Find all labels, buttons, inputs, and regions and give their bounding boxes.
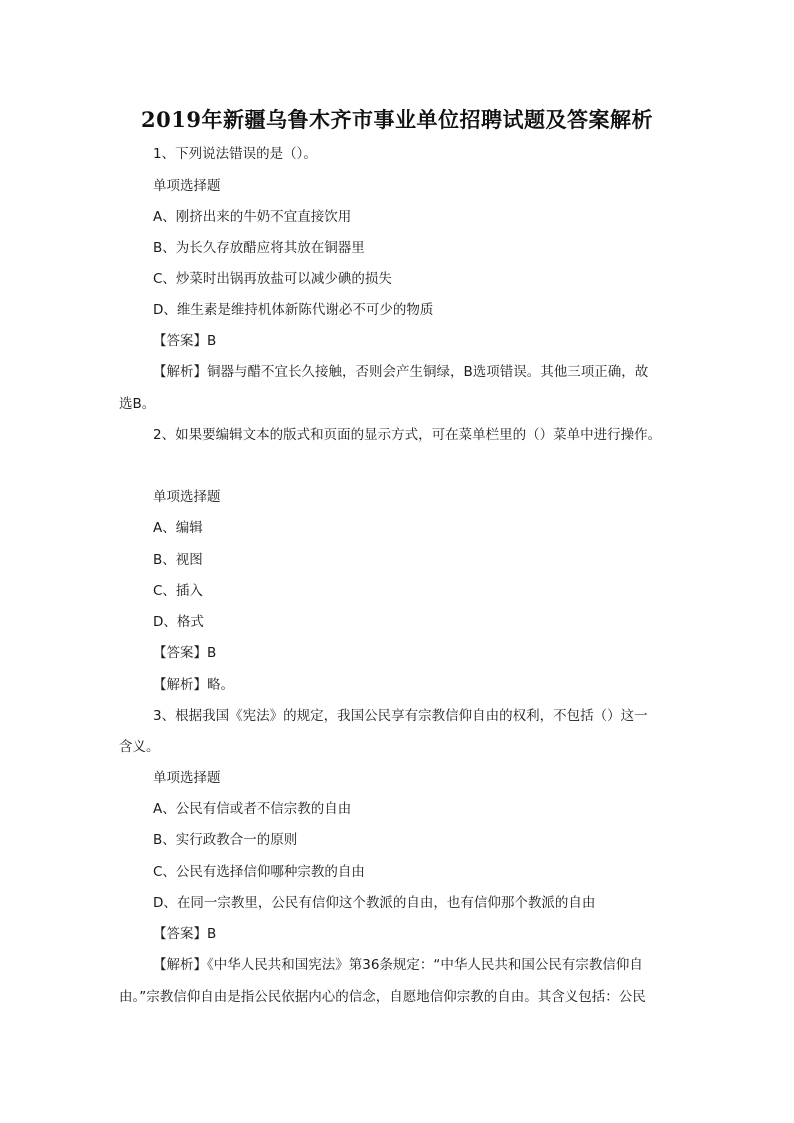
question-3-option-a: A、公民有信或者不信宗教的自由 xyxy=(153,801,352,817)
question-1-option-b: B、为长久存放醋应将其放在铜器里 xyxy=(153,240,365,256)
question-2-option-d: D、格式 xyxy=(153,614,204,630)
question-3-option-d: D、在同一宗教里，公民有信仰这个教派的自由，也有信仰那个教派的自由 xyxy=(153,895,596,911)
question-1-answer: 【答案】B xyxy=(153,333,217,349)
question-2-type: 单项选择题 xyxy=(153,489,221,505)
question-1-type: 单项选择题 xyxy=(153,178,221,194)
question-1-analysis-line-2: 选B。 xyxy=(119,396,156,412)
question-3-analysis-line-1: 【解析】《中华人民共和国宪法》第36条规定：“中华人民共和国公民有宗教信仰自 xyxy=(153,957,643,973)
question-3-type: 单项选择题 xyxy=(153,770,221,786)
question-1-option-a: A、刚挤出来的牛奶不宜直接饮用 xyxy=(153,209,352,225)
question-2-option-a: A、编辑 xyxy=(153,520,203,536)
question-3-answer: 【答案】B xyxy=(153,926,217,942)
question-2-stem: 2、如果要编辑文本的版式和页面的显示方式，可在菜单栏里的（）菜单中进行操作。 xyxy=(153,427,662,443)
question-3-analysis-line-2: 由。”宗教信仰自由是指公民依据内心的信念，自愿地信仰宗教的自由。其含义包括：公民 xyxy=(119,989,646,1005)
question-2-option-c: C、插入 xyxy=(153,583,203,599)
question-2-option-b: B、视图 xyxy=(153,552,203,568)
question-1-option-d: D、维生素是维持机体新陈代谢必不可少的物质 xyxy=(153,302,434,318)
question-1-option-c: C、炒菜时出锅再放盐可以减少碘的损失 xyxy=(153,271,392,287)
question-2-analysis: 【解析】略。 xyxy=(153,677,234,693)
question-3-option-b: B、实行政教合一的原则 xyxy=(153,832,298,848)
question-2-answer: 【答案】B xyxy=(153,645,217,661)
question-3-option-c: C、公民有选择信仰哪种宗教的自由 xyxy=(153,864,365,880)
question-3-stem-line-2: 含义。 xyxy=(119,739,160,755)
question-1-analysis-line-1: 【解析】铜器与醋不宜长久接触，否则会产生铜绿，B选项错误。其他三项正确，故 xyxy=(153,364,649,380)
question-1-stem: 1、下列说法错误的是（）。 xyxy=(153,146,317,162)
document-title: 2019年新疆乌鲁木齐市事业单位招聘试题及答案解析 xyxy=(141,107,653,132)
question-3-stem-line-1: 3、根据我国《宪法》的规定，我国公民享有宗教信仰自由的权利，不包括（）这一 xyxy=(153,708,648,724)
